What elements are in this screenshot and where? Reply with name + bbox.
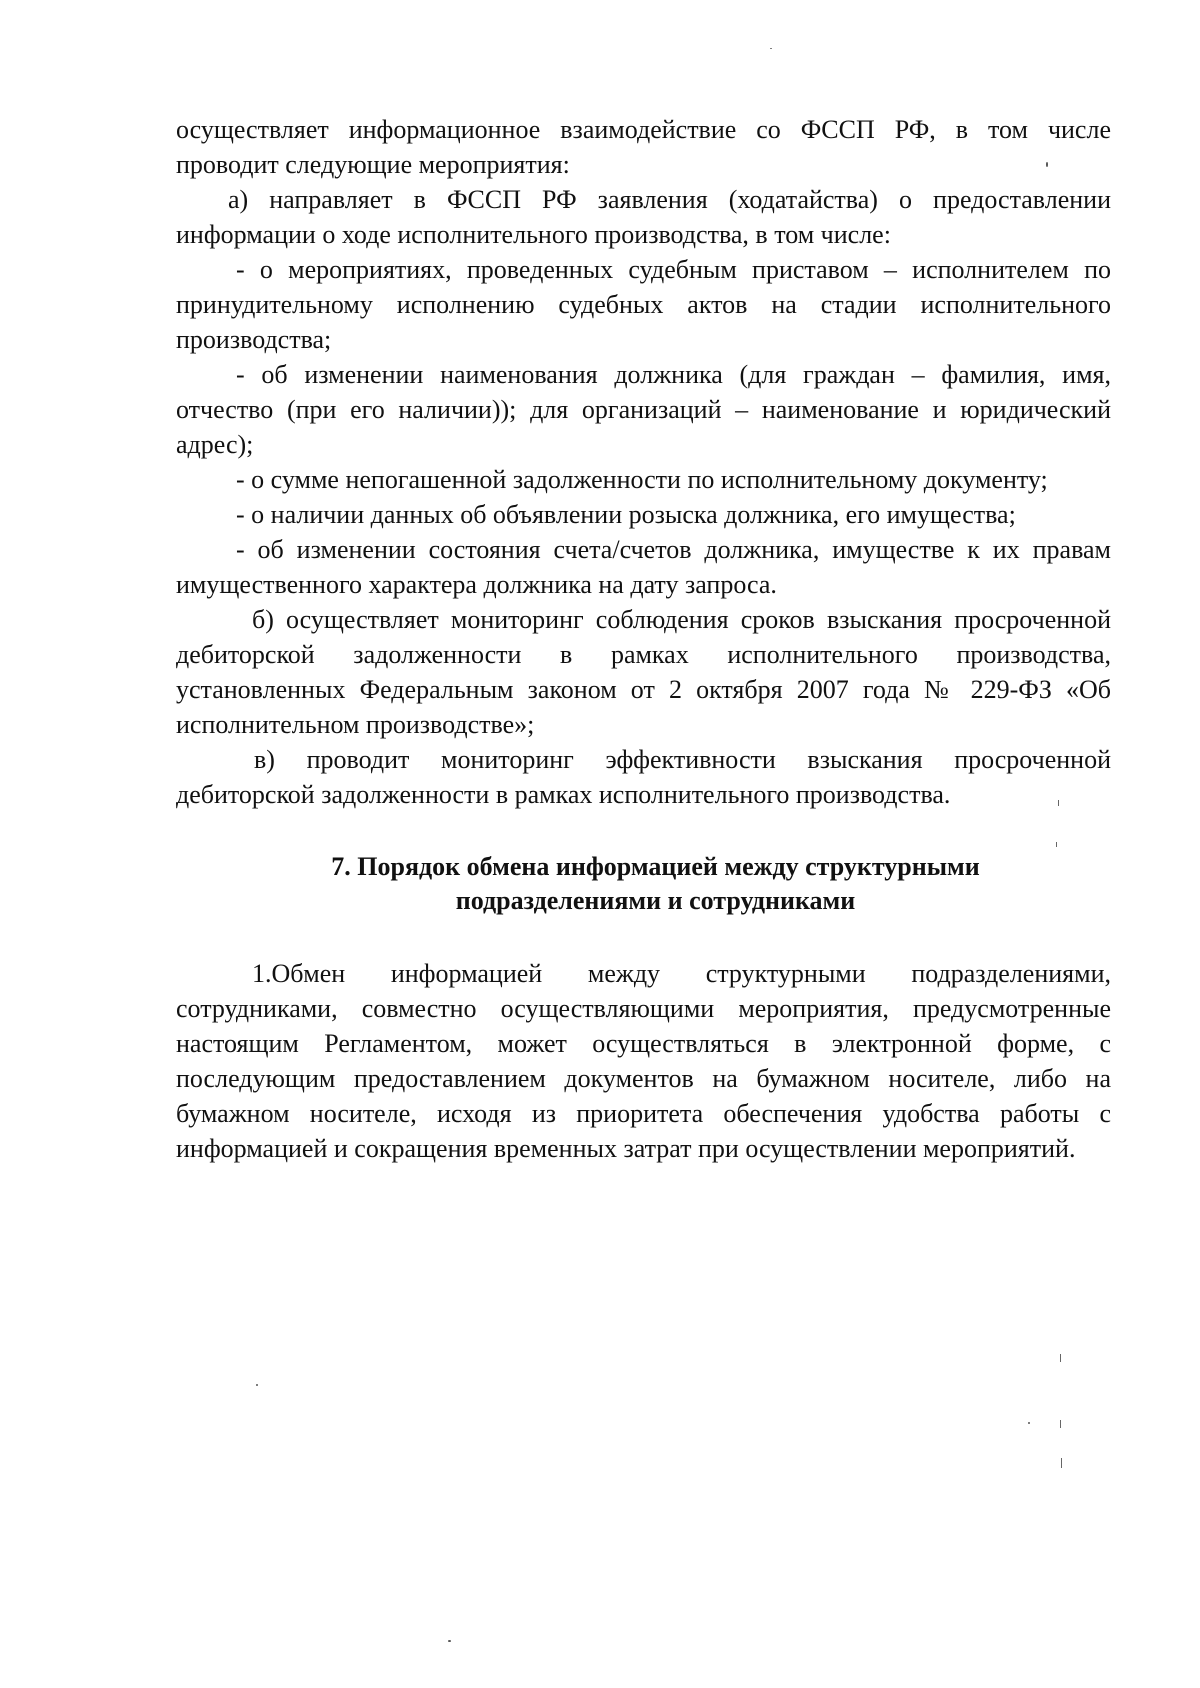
section-heading-line-1: 7. Порядок обмена информацией между структурными: [331, 852, 980, 881]
paragraph-item-a: а) направляет в ФССП РФ заявления (ходатайства) о предоставлении информации о ходе исполнительного производства, в том числе:: [176, 185, 1111, 249]
paragraph-dash-measures: - о мероприятиях, проведенных судебным приставом – исполнителем по принудительному исполнению судебных актов на стадии исполнительного производства;: [176, 255, 1111, 354]
scan-speck: [1046, 162, 1048, 167]
paragraph-dash-search: - о наличии данных об объявлении розыска должника, его имущества;: [236, 500, 1016, 529]
paragraph-section-7-1: 1.Обмен информацией между структурными подразделениями, сотрудниками, совместно осуществляющими мероприятия, предусмотренные настоящим Регламентом, может осуществляться в электронной форме, с последующим предоставлением документов на бумажном носителе, либо на бумажном носителе, исходя из приоритета обеспечения удобства работы с информацией и сокращения временных затрат при осуществлении мероприятий.: [176, 959, 1111, 1163]
paragraph-dash-debt-sum: - о сумме непогашенной задолженности по исполнительному документу;: [236, 465, 1048, 494]
scan-mark: [1058, 800, 1059, 806]
document-body: [176, 112, 1111, 1166]
section-heading: [176, 850, 1111, 918]
scan-mark: [1056, 842, 1057, 847]
scan-speck: [770, 48, 772, 49]
scan-speck: [1028, 1422, 1030, 1424]
scan-mark: [1061, 1458, 1062, 1468]
scan-mark: [1060, 1420, 1061, 1428]
paragraph-item-v: в) проводит мониторинг эффективности взыскания просроченной дебиторской задолженности в рамках исполнительного производства.: [176, 745, 1111, 809]
paragraph-dash-accounts: - об изменении состояния счета/счетов должника, имуществе к их правам имущественного характера должника на дату запроса.: [176, 535, 1111, 599]
scan-mark: [1060, 1354, 1061, 1362]
scan-speck: [256, 1384, 258, 1386]
paragraph-dash-debtor-name: - об изменении наименования должника (для граждан – фамилия, имя, отчество (при его наличии)); для организаций – наименование и юридический адрес);: [176, 360, 1111, 459]
paragraph-item-b: б) осуществляет мониторинг соблюдения сроков взыскания просроченной дебиторской задолженности в рамках исполнительного производства, установленных Федеральным законом от 2 октября 2007 года № 229-ФЗ «Об исполнительном производстве»;: [176, 605, 1111, 739]
paragraph-intro: осуществляет информационное взаимодействие со ФССП РФ, в том числе проводит следующие мероприятия:: [176, 115, 1111, 179]
section-heading-line-2: подразделениями и сотрудниками: [455, 886, 856, 915]
scan-speck: [448, 1640, 451, 1642]
